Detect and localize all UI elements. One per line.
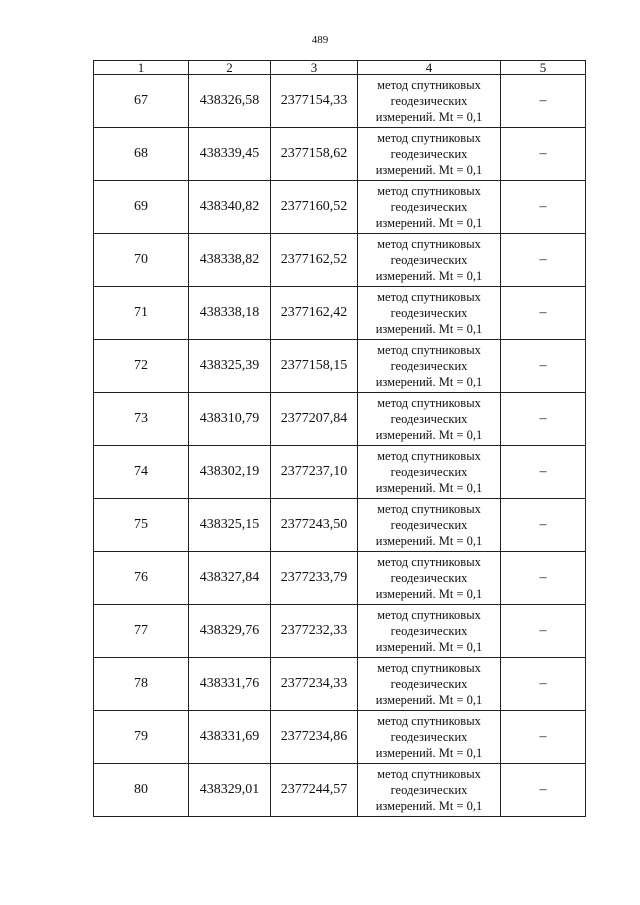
- coordinates-table: [93, 60, 586, 817]
- table-row: [94, 234, 586, 287]
- method-text-line: геодезических: [390, 518, 468, 532]
- x-coordinate-cell: 438331,76: [189, 658, 271, 711]
- header-col-4: 4: [358, 61, 501, 75]
- method-text-line: метод спутниковых: [377, 661, 481, 675]
- method-text-line: метод спутниковых: [377, 502, 481, 516]
- point-number-cell: 76: [94, 552, 189, 605]
- x-coordinate-cell: 438331,69: [189, 711, 271, 764]
- method-text-line: измерений. Mt = 0,1: [375, 375, 483, 389]
- table-body: [94, 75, 586, 817]
- point-number-cell: 80: [94, 764, 189, 817]
- point-number-cell: 74: [94, 446, 189, 499]
- y-coordinate-cell: 2377243,50: [271, 499, 358, 552]
- method-text-line: измерений. Mt = 0,1: [375, 481, 483, 495]
- y-coordinate-cell: 2377234,33: [271, 658, 358, 711]
- method-text-line: измерений. Mt = 0,1: [375, 746, 483, 760]
- point-number-cell: 68: [94, 128, 189, 181]
- y-coordinate-cell: 2377207,84: [271, 393, 358, 446]
- method-text-line: метод спутниковых: [377, 396, 481, 410]
- method-text-line: геодезических: [390, 359, 468, 373]
- note-cell: –: [501, 446, 586, 499]
- method-text-line: измерений. Mt = 0,1: [375, 428, 483, 442]
- point-number-cell: 69: [94, 181, 189, 234]
- method-cell: [358, 340, 501, 393]
- header-row: [94, 61, 586, 75]
- note-cell: –: [501, 711, 586, 764]
- table-row: [94, 711, 586, 764]
- method-text-line: метод спутниковых: [377, 767, 481, 781]
- table-row: [94, 446, 586, 499]
- method-cell: [358, 234, 501, 287]
- point-number-cell: 70: [94, 234, 189, 287]
- header-col-5: 5: [501, 61, 586, 75]
- method-cell: [358, 552, 501, 605]
- table-row: [94, 393, 586, 446]
- y-coordinate-cell: 2377154,33: [271, 75, 358, 128]
- method-text-line: метод спутниковых: [377, 714, 481, 728]
- note-cell: –: [501, 764, 586, 817]
- method-text-line: измерений. Mt = 0,1: [375, 693, 483, 707]
- method-text-line: метод спутниковых: [377, 343, 481, 357]
- method-cell: [358, 605, 501, 658]
- y-coordinate-cell: 2377234,86: [271, 711, 358, 764]
- method-cell: [358, 287, 501, 340]
- method-text-line: геодезических: [390, 306, 468, 320]
- method-text-line: метод спутниковых: [377, 131, 481, 145]
- y-coordinate-cell: 2377244,57: [271, 764, 358, 817]
- table-row: [94, 552, 586, 605]
- method-text-line: геодезических: [390, 94, 468, 108]
- note-cell: –: [501, 658, 586, 711]
- x-coordinate-cell: 438339,45: [189, 128, 271, 181]
- method-cell: [358, 499, 501, 552]
- header-col-3: 3: [271, 61, 358, 75]
- method-text-line: геодезических: [390, 571, 468, 585]
- note-cell: –: [501, 128, 586, 181]
- x-coordinate-cell: 438302,19: [189, 446, 271, 499]
- method-text-line: метод спутниковых: [377, 184, 481, 198]
- table-row: [94, 75, 586, 128]
- method-text-line: метод спутниковых: [377, 555, 481, 569]
- point-number-cell: 78: [94, 658, 189, 711]
- method-text-line: измерений. Mt = 0,1: [375, 269, 483, 283]
- x-coordinate-cell: 438329,01: [189, 764, 271, 817]
- point-number-cell: 75: [94, 499, 189, 552]
- method-text-line: геодезических: [390, 783, 468, 797]
- note-cell: –: [501, 75, 586, 128]
- table-row: [94, 499, 586, 552]
- y-coordinate-cell: 2377162,42: [271, 287, 358, 340]
- method-cell: [358, 658, 501, 711]
- method-cell: [358, 393, 501, 446]
- note-cell: –: [501, 234, 586, 287]
- method-cell: [358, 446, 501, 499]
- note-cell: –: [501, 499, 586, 552]
- method-text-line: геодезических: [390, 147, 468, 161]
- table-row: [94, 605, 586, 658]
- method-text-line: геодезических: [390, 730, 468, 744]
- point-number-cell: 72: [94, 340, 189, 393]
- method-text-line: метод спутниковых: [377, 237, 481, 251]
- point-number-cell: 73: [94, 393, 189, 446]
- note-cell: –: [501, 181, 586, 234]
- method-cell: [358, 75, 501, 128]
- method-text-line: метод спутниковых: [377, 608, 481, 622]
- x-coordinate-cell: 438310,79: [189, 393, 271, 446]
- point-number-cell: 71: [94, 287, 189, 340]
- x-coordinate-cell: 438325,15: [189, 499, 271, 552]
- method-text-line: метод спутниковых: [377, 290, 481, 304]
- note-cell: –: [501, 340, 586, 393]
- x-coordinate-cell: 438338,82: [189, 234, 271, 287]
- method-text-line: измерений. Mt = 0,1: [375, 110, 483, 124]
- method-text-line: измерений. Mt = 0,1: [375, 534, 483, 548]
- table-row: [94, 181, 586, 234]
- method-cell: [358, 764, 501, 817]
- note-cell: –: [501, 605, 586, 658]
- x-coordinate-cell: 438327,84: [189, 552, 271, 605]
- method-text-line: геодезических: [390, 624, 468, 638]
- method-cell: [358, 181, 501, 234]
- x-coordinate-cell: 438325,39: [189, 340, 271, 393]
- y-coordinate-cell: 2377232,33: [271, 605, 358, 658]
- method-text-line: метод спутниковых: [377, 78, 481, 92]
- table-row: [94, 658, 586, 711]
- point-number-cell: 79: [94, 711, 189, 764]
- x-coordinate-cell: 438329,76: [189, 605, 271, 658]
- method-cell: [358, 711, 501, 764]
- note-cell: –: [501, 287, 586, 340]
- note-cell: –: [501, 393, 586, 446]
- method-text-line: геодезических: [390, 412, 468, 426]
- method-text-line: измерений. Mt = 0,1: [375, 587, 483, 601]
- method-text-line: метод спутниковых: [377, 449, 481, 463]
- point-number-cell: 67: [94, 75, 189, 128]
- header-col-2: 2: [189, 61, 271, 75]
- x-coordinate-cell: 438326,58: [189, 75, 271, 128]
- table-row: [94, 340, 586, 393]
- method-text-line: измерений. Mt = 0,1: [375, 799, 483, 813]
- y-coordinate-cell: 2377233,79: [271, 552, 358, 605]
- x-coordinate-cell: 438338,18: [189, 287, 271, 340]
- table-row: [94, 764, 586, 817]
- table-row: [94, 287, 586, 340]
- method-text-line: геодезических: [390, 677, 468, 691]
- method-text-line: измерений. Mt = 0,1: [375, 216, 483, 230]
- table-row: [94, 128, 586, 181]
- method-text-line: геодезических: [390, 200, 468, 214]
- method-text-line: геодезических: [390, 253, 468, 267]
- method-text-line: геодезических: [390, 465, 468, 479]
- table-header: [94, 61, 586, 75]
- y-coordinate-cell: 2377160,52: [271, 181, 358, 234]
- note-cell: –: [501, 552, 586, 605]
- y-coordinate-cell: 2377162,52: [271, 234, 358, 287]
- method-text-line: измерений. Mt = 0,1: [375, 163, 483, 177]
- y-coordinate-cell: 2377158,15: [271, 340, 358, 393]
- method-text-line: измерений. Mt = 0,1: [375, 322, 483, 336]
- page-number: 489: [311, 34, 329, 46]
- y-coordinate-cell: 2377237,10: [271, 446, 358, 499]
- method-cell: [358, 128, 501, 181]
- header-col-1: 1: [94, 61, 189, 75]
- y-coordinate-cell: 2377158,62: [271, 128, 358, 181]
- point-number-cell: 77: [94, 605, 189, 658]
- x-coordinate-cell: 438340,82: [189, 181, 271, 234]
- method-text-line: измерений. Mt = 0,1: [375, 640, 483, 654]
